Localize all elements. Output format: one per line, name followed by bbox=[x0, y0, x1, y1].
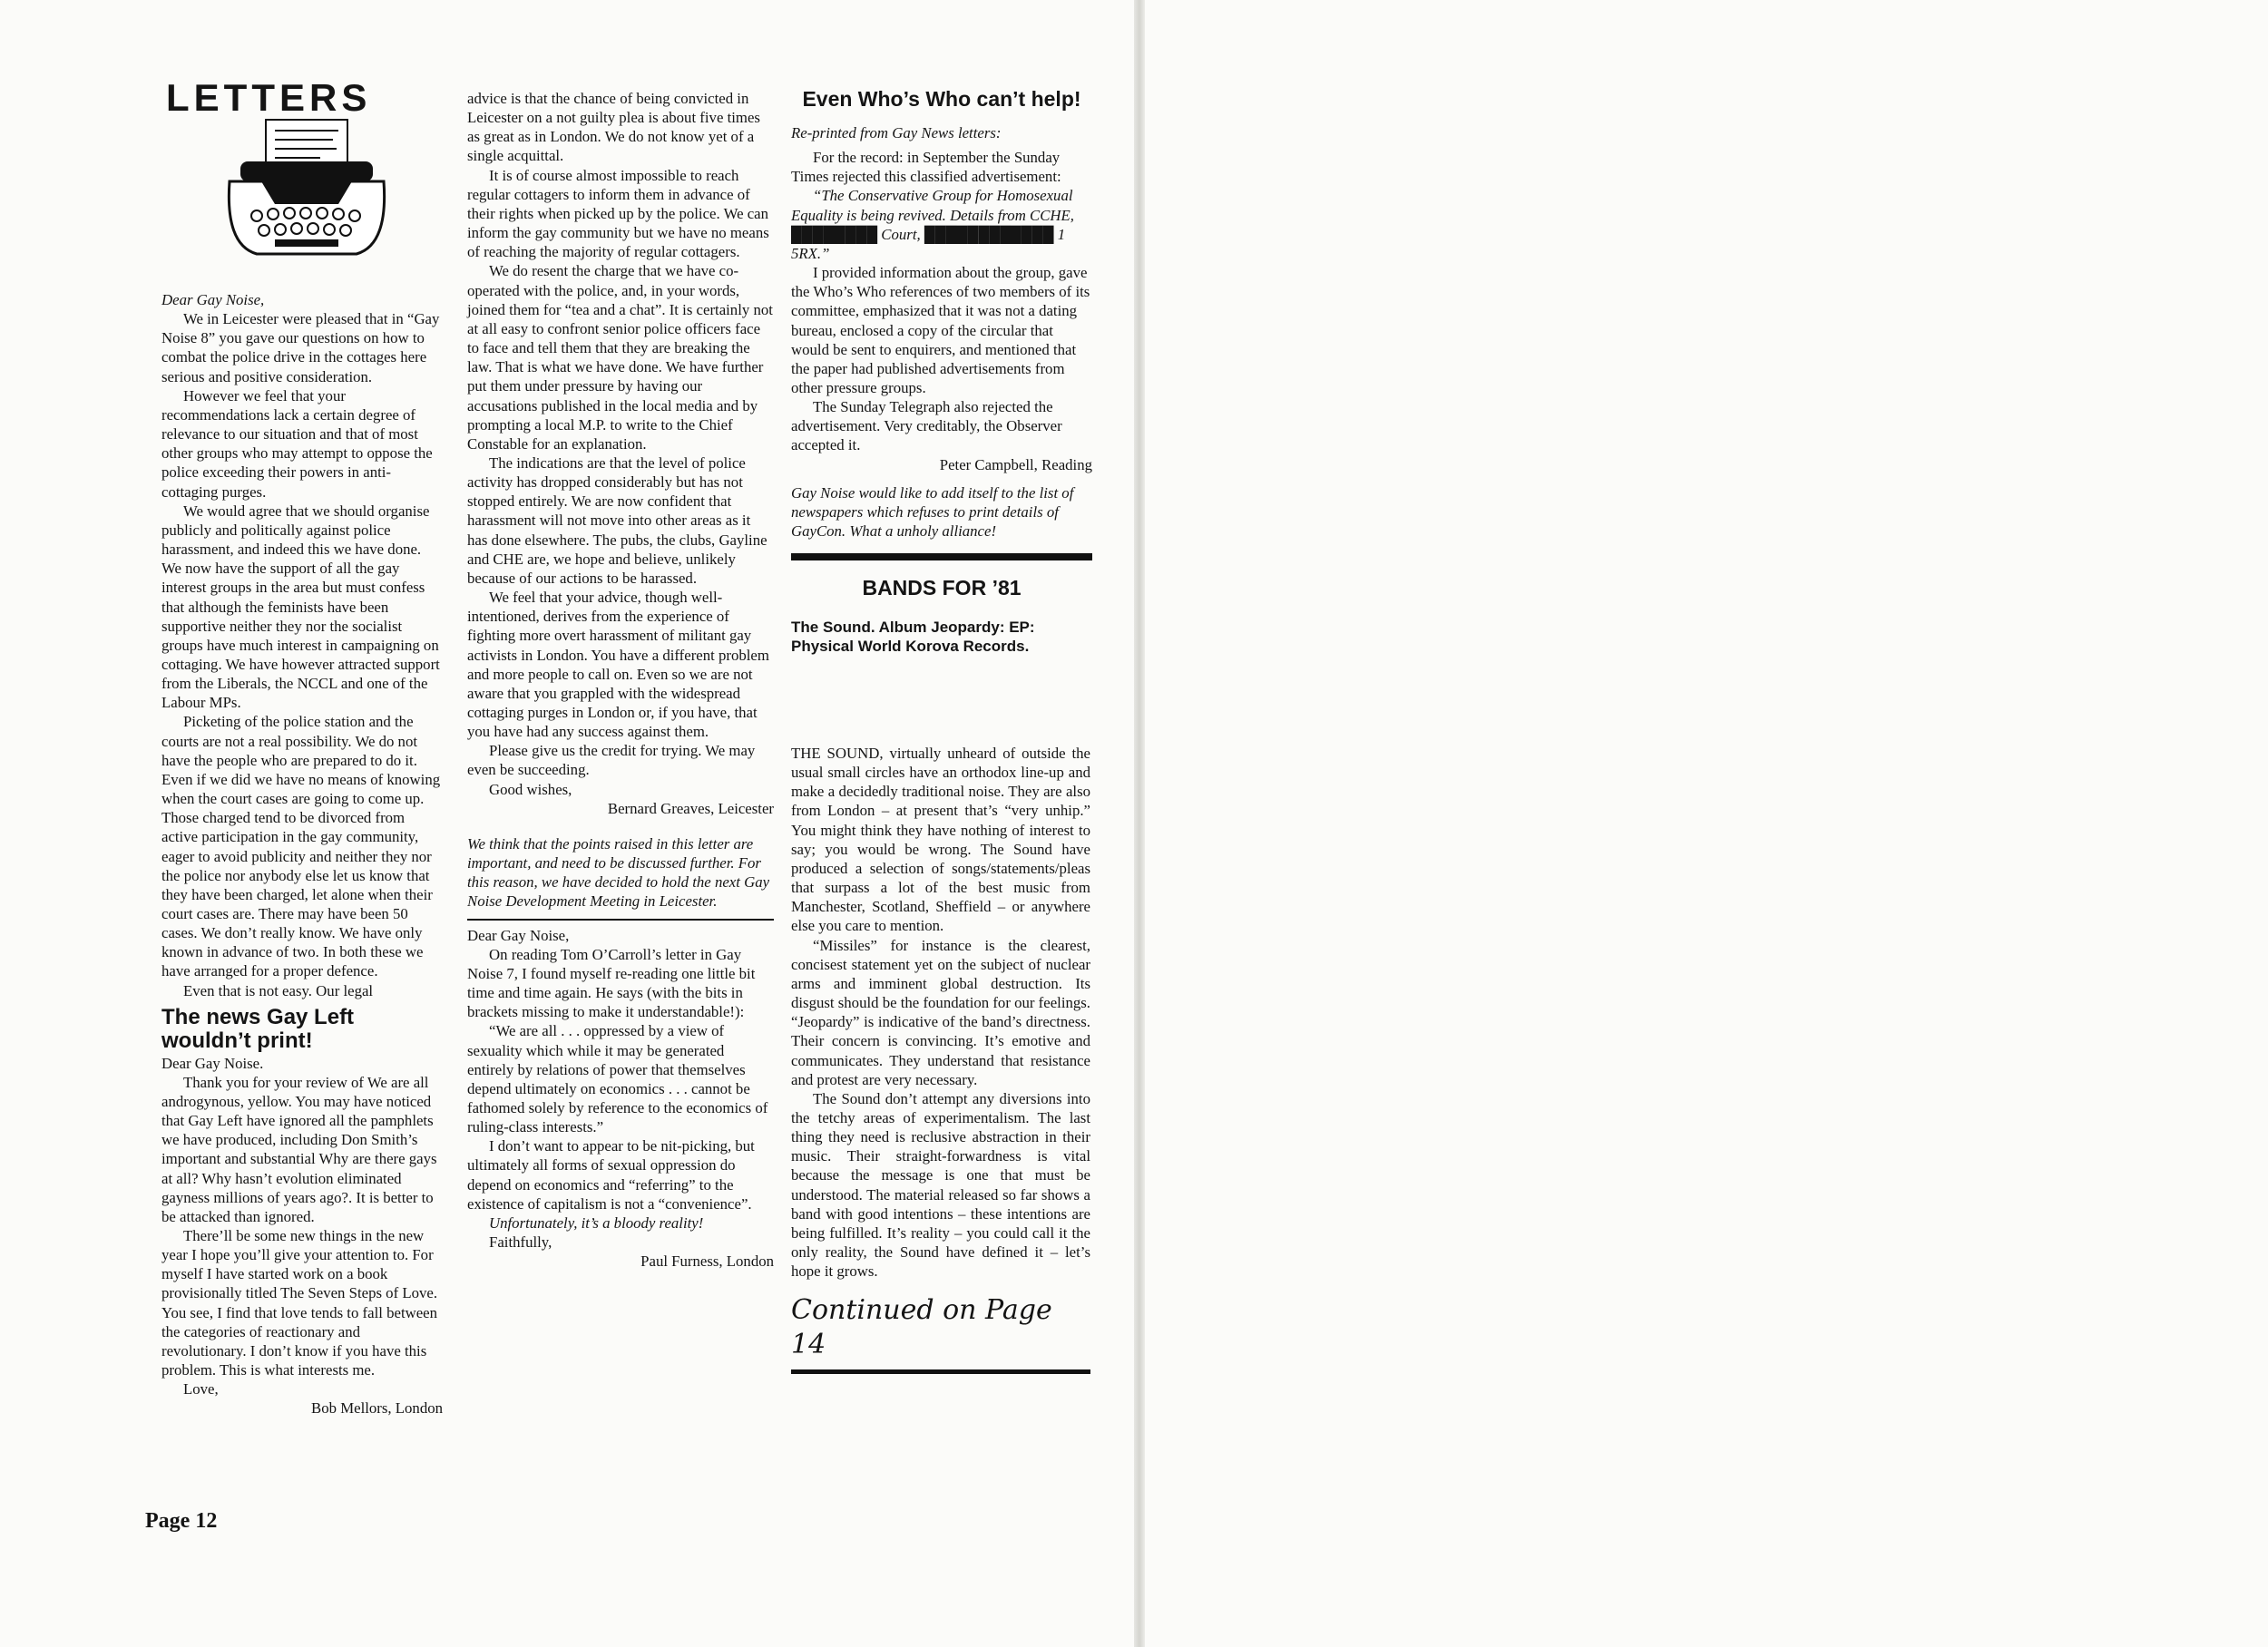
editor-note: Gay Noise would like to add itself to the list of newspapers which refuses to print details of GayCon. What a unholy alliance! bbox=[791, 483, 1074, 541]
letters-column-1 bbox=[161, 290, 443, 1418]
letter-paragraph: Even that is not easy. Our legal bbox=[183, 981, 374, 999]
letter-paragraph: We do resent the charge that we have co-operated with the police, and, in your words, joined them for “tea and a chat”. It is certainly not at all easy to confront senior police officers face to face and tell them that they are breaking the law. That is what we have done. We have further put them under pressure by having our accusations published in the local media and by prompting a local M.P. to write to the Chief Constable for an explanation. bbox=[467, 262, 773, 453]
letter-paragraph: advice is that the chance of being convicted in Leicester on a not guilty plea is about five times as great as in London. We do not know yet of a single acquittal. bbox=[467, 90, 760, 165]
review-paragraph: “Missiles” for instance is the clearest, concisest statement yet on the subject of nuclear arms and imminent global destruction. Its disgust should be the foundation for our feelings. “Jeopardy” is indicative of the band’s directness. Their concern is convincing. It’s emotive and communicates. They understand that resistance and protest are very necessary. bbox=[791, 936, 1090, 1088]
letter-paragraph: It is of course almost impossible to reach regular cottagers to inform them in advance of their rights when picked up by the police. We can inform the gay community but we have no means of reaching the majority of regular cottagers. bbox=[467, 166, 769, 261]
gay-left-heading: The news Gay Left wouldn’t print! bbox=[161, 1004, 355, 1054]
right-page bbox=[1145, 0, 2268, 1647]
review-paragraph: THE SOUND, virtually unheard of outside the usual small circles have an orthodox line-up and make a decidedly traditional noise. They are also from London – at present that’s “very unhip.” You might think they have nothing of interest to say; you would be wrong. The Sound have produced a selection of songs/statements/pleas that surpass a lot of the best music from Manchester, Scotland, Sheffield – or anywhere else you care to mention. bbox=[791, 745, 1090, 935]
letter-paragraph: We in Leicester were pleased that in “Gay Noise 8” you gave our questions on how to combat the police drive in the cottages here serious and positive consideration. bbox=[161, 310, 440, 385]
letter-paragraph: On reading Tom O’Carroll’s letter in Gay Noise 7, I found myself re-reading one little bit time and time again. He says (with the bits in brackets missing to make it understandable!): bbox=[467, 945, 756, 1021]
letter-paragraph: I don’t want to appear to be nit-picking, but ultimately all forms of sexual oppression do depend on economics and “referring” to the existence of capitalism is not a “convenience”. bbox=[467, 1137, 755, 1213]
whos-who-heading: Even Who’s Who can’t help! bbox=[802, 87, 1081, 111]
letter-closing: Love, bbox=[183, 1380, 219, 1398]
letters-column-3 bbox=[791, 86, 1092, 657]
letter-salutation: Dear Gay Noise. bbox=[161, 1054, 264, 1072]
editor-note: We think that the points raised in this letter are important, and need to be discussed further. For this reason, we have decided to hold the next Gay Noise Development Meeting in Leicester. bbox=[467, 834, 770, 911]
letter-salutation: Dear Gay Noise, bbox=[467, 926, 570, 944]
letter-signoff: Bernard Greaves, Leicester bbox=[607, 799, 774, 817]
letter-salutation: Dear Gay Noise, bbox=[161, 291, 265, 308]
letter-paragraph: However we feel that your recommendations lack a certain degree of relevance to our situation and that of most other groups who may attempt to oppose the police exceeding their powers in anti-cottaging purges. bbox=[161, 386, 433, 501]
letter-paragraph: For the record: in September the Sunday Times rejected this classified advertisement: bbox=[791, 149, 1061, 186]
letters-heading: LETTERS bbox=[166, 76, 372, 119]
letter-signoff: Peter Campbell, Reading bbox=[939, 455, 1092, 473]
letter-paragraph: Please give us the credit for trying. We may even be succeeding. bbox=[467, 742, 756, 779]
typewriter-illustration bbox=[220, 118, 393, 258]
divider-rule bbox=[791, 553, 1092, 560]
letter-closing: Faithfully, bbox=[489, 1233, 552, 1252]
bands-heading: BANDS FOR ’81 bbox=[862, 576, 1022, 600]
letter-signoff: Bob Mellors, London bbox=[311, 1399, 443, 1418]
letter-paragraph: Thank you for your review of We are all androgynous, yellow. You may have noticed that Gay Left have ignored all the pamphlets we have produced, including Don Smith’s important and substantial Why are there gays at all? Why hasn’t evolution eliminated gayness millions of years ago?. It is better to be attacked than ignored. bbox=[161, 1073, 437, 1225]
letter-paragraph: Picketing of the police station and the courts are not a real possibility. We do not have the people who are prepared to do it. Even if we did we have no means of knowing when the court cases are going to come up. Those charged tend to be divorced from active participation in the gay community, eager to avoid publicity and neither they nor the police nor anybody else let us know that they have been charged, let alone when their court cases are. There may have been 50 cases. We don’t really know. We have only known in advance of two. In both these we have arranged for a proper defence. bbox=[161, 713, 441, 980]
page-number: Page 12 bbox=[145, 1509, 218, 1533]
letter-paragraph: The indications are that the level of police activity has dropped considerably but has not stopped entirely. We are now confident that harassment will not move into other areas as it has done elsewhere. The pubs, the clubs, Gayline and CHE are, we hope and believe, unlikely because of our actions to be harassed. bbox=[467, 453, 767, 587]
letter-paragraph: We would agree that we should organise publicly and politically against police harassment, and indeed this we have done. We now have the support of all the gay interest groups in the area but must confess that although the feminists have been supportive neither they nor the socialist groups have much interest in campaigning on cottaging. We have however attracted support from the Liberals, the NCCL and one of the Labour MPs. bbox=[161, 502, 440, 712]
reprint-note: Re-printed from Gay News letters: bbox=[791, 123, 1002, 141]
letter-paragraph: Unfortunately, it’s a bloody reality! bbox=[489, 1213, 704, 1232]
bands-subheading: The Sound. Album Jeopardy: EP: Physical World Korova Records. bbox=[791, 619, 1035, 656]
divider-rule bbox=[467, 919, 774, 921]
letter-paragraph: The Sunday Telegraph also rejected the advertisement. Very creditably, the Observer accepted it. bbox=[791, 398, 1062, 454]
letter-paragraph: There’ll be some new things in the new year I hope you’ll give your attention to. For myself I have started work on a book provisionally titled The Seven Steps of Love. You see, I find that love tends to fall between the categories of reactionary and revolutionary. I don’t know if you have this problem. This is what interests me. bbox=[161, 1226, 438, 1379]
letter-signoff: Paul Furness, London bbox=[640, 1252, 774, 1271]
letter-closing: Good wishes, bbox=[489, 780, 572, 798]
letter-paragraph: We feel that your advice, though well-intentioned, derives from the experience of fighting more overt harassment of militant gay activists in London. You have a different problem and more people to call on. Even so we are not aware that you grappled with the widespread cottaging purges in London or, if you have, that you have had any success against them. bbox=[467, 589, 769, 741]
letters-column-2 bbox=[467, 89, 774, 1271]
review-paragraph: The Sound don’t attempt any diversions into the tetchy areas of experimentalism. The last thing they need is reclusive abstraction in their music. Their straight-forwardness is vital because the message is one that must be understood. The material released so far shows a band with good intentions – these intentions are being fulfilled. It’s reality – you could call it the only reality, the Sound have defined it – let’s hope it grows. bbox=[791, 1089, 1090, 1281]
continued-handwritten: Continued on Page 14 bbox=[791, 1294, 1052, 1361]
letter-paragraph: “We are all . . . oppressed by a view of sexuality which while it may be generated entirely by relations of power that themselves depend ultimately on economics . . . cannot be fathomed solely by reference to the economics of ruling-class interests.” bbox=[467, 1022, 768, 1136]
bands-review-body bbox=[791, 744, 1090, 1374]
page-gutter bbox=[1134, 0, 1145, 1647]
divider-rule bbox=[791, 1369, 1090, 1374]
letter-paragraph: I provided information about the group, gave the Who’s Who references of two members of its committee, emphasized that it was not a dating bureau, enclosed a copy of the circular that would be sent to enquirers, and mentioned that the paper had published advertisements from other pressure groups. bbox=[791, 264, 1090, 396]
quoted-advert: “The Conservative Group for Homosexual Equality is being revived. Details from CCHE, ████████ Court, ████████████ 1 5RX.” bbox=[791, 187, 1074, 262]
